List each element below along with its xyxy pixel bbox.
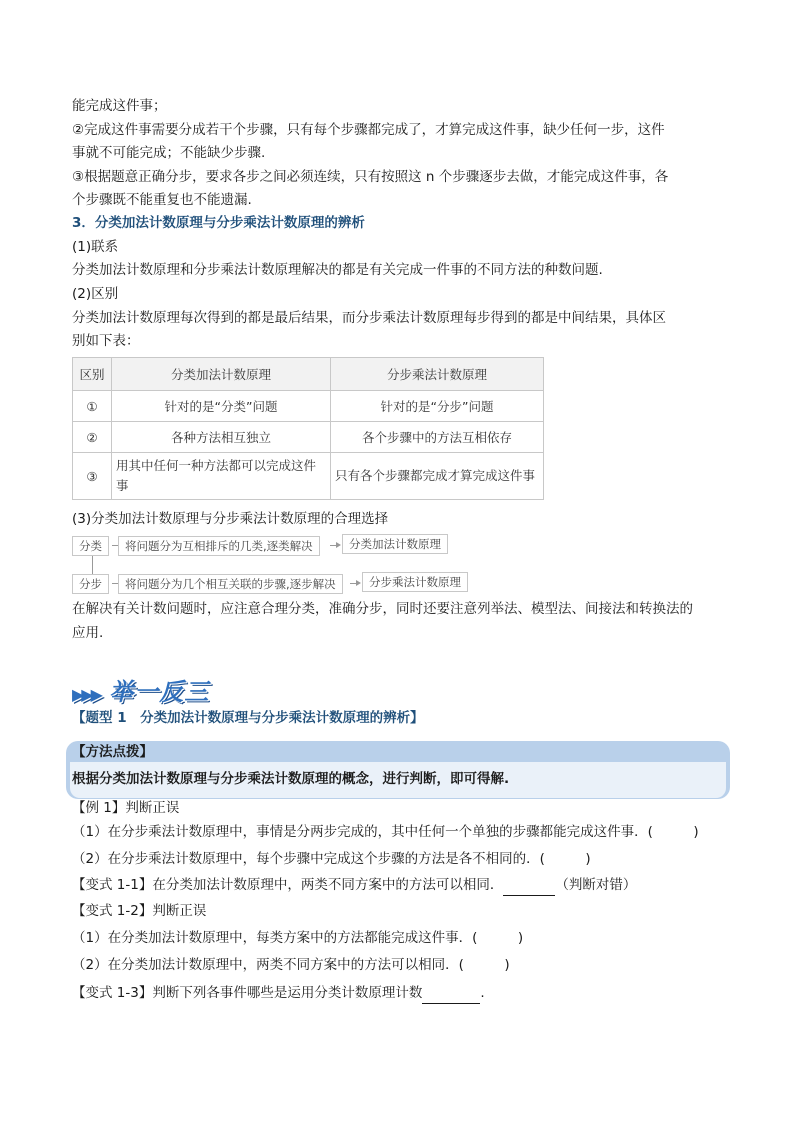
subsection-title: (2)区别 <box>72 286 119 302</box>
table-header-row <box>73 358 544 391</box>
example-title: 【例 1】判断正误 <box>72 800 180 816</box>
question-line: （1）在分步乘法计数原理中，事情是分两步完成的，其中任何一个单独的步骤都能完成这件事．( ) <box>72 824 699 840</box>
table-cell: 只有各个步骤都完成才算完成这件事 <box>331 453 544 500</box>
table-header: 区别 <box>73 358 112 391</box>
variant-text: 【变式 1-1】在分类加法计数原理中，两类不同方案中的方法可以相同． <box>72 877 504 893</box>
variant-suffix: . <box>480 985 485 1001</box>
flow-label-classify: 分类 <box>72 536 109 556</box>
table-cell: ② <box>73 422 112 453</box>
type-heading: 【题型 1 分类加法计数原理与分步乘法计数原理的辨析】 <box>72 710 424 726</box>
variant-text: 【变式 1-3】判断下列各事件哪些是运用分类计数原理计数 <box>72 985 423 1001</box>
variant-1-3 <box>72 982 485 1004</box>
table-cell: 针对的是“分步”问题 <box>331 391 544 422</box>
text-line: 分类加法计数原理和分步乘法计数原理解决的都是有关完成一件事的不同方法的种数问题. <box>72 262 603 278</box>
variant-suffix: （判断对错） <box>555 877 637 893</box>
table-row <box>73 453 544 500</box>
flow-label-step: 分步 <box>72 574 109 594</box>
flow-desc-step: 将问题分为几个相互关联的步骤,逐步解决 <box>118 574 343 594</box>
table-header: 分类加法计数原理 <box>112 358 331 391</box>
table-cell: ③ <box>73 453 112 500</box>
question-line: （1）在分类加法计数原理中，每类方案中的方法都能完成这件事．( ) <box>72 930 524 946</box>
answer-blank[interactable] <box>422 989 480 1004</box>
flow-result-classify: 分类加法计数原理 <box>342 534 448 554</box>
flow-result-step: 分步乘法计数原理 <box>362 572 468 592</box>
chevron-right-icon: ▶▶▶ <box>72 685 100 704</box>
table-row <box>73 422 544 453</box>
variant-1-1 <box>72 874 636 896</box>
table-row <box>73 391 544 422</box>
flow-connector <box>92 556 93 574</box>
text-line: 别如下表： <box>72 333 140 349</box>
section-heading: 3．分类加法计数原理与分步乘法计数原理的辨析 <box>72 215 365 231</box>
method-title: 【方法点拨】 <box>72 744 153 760</box>
subsection-title: (1)联系 <box>72 239 119 255</box>
text-line: ③根据题意正确分步，要求各步之间必须连续，只有按照这 n 个步骤逐步去做，才能完成这件事，各 <box>72 169 669 185</box>
text-line: 个步骤既不能重复也不能遗漏. <box>72 192 252 208</box>
subsection-title: (3)分类加法计数原理与分步乘法计数原理的合理选择 <box>72 511 389 527</box>
question-line: （2）在分类加法计数原理中，两类不同方案中的方法可以相同．( ) <box>72 957 510 973</box>
arrow-right-icon <box>356 580 361 586</box>
table-header: 分步乘法计数原理 <box>331 358 544 391</box>
table-cell: ① <box>73 391 112 422</box>
text-line: 分类加法计数原理每次得到的都是最后结果，而分步乘法计数原理每步得到的都是中间结果，具体区 <box>72 310 666 326</box>
table-cell: 针对的是“分类”问题 <box>112 391 331 422</box>
comparison-table <box>72 357 544 500</box>
variant-title: 【变式 1-2】判断正误 <box>72 903 207 919</box>
text-line: 事就不可能完成；不能缺少步骤. <box>72 145 266 161</box>
method-text: 根据分类加法计数原理与分步乘法计数原理的概念，进行判断，即可得解. <box>72 771 510 787</box>
arrow-right-icon <box>336 542 341 548</box>
answer-blank[interactable] <box>503 881 555 896</box>
section-banner <box>72 672 209 707</box>
question-line: （2）在分步乘法计数原理中，每个步骤中完成这个步骤的方法是各不相同的．( ) <box>72 851 591 867</box>
table-cell: 用其中任何一种方法都可以完成这件事 <box>112 453 331 500</box>
text-line: 能完成这件事； <box>72 98 167 114</box>
text-line: 在解决有关计数问题时，应注意合理分类，准确分步，同时还要注意列举法、模型法、间接法和转换法的 <box>72 601 693 617</box>
text-line: 应用. <box>72 625 104 641</box>
table-cell: 各个步骤中的方法互相依存 <box>331 422 544 453</box>
table-cell: 各种方法相互独立 <box>112 422 331 453</box>
flow-desc-classify: 将问题分为互相排斥的几类,逐类解决 <box>118 536 320 556</box>
text-line: ②完成这件事需要分成若干个步骤，只有每个步骤都完成了，才算完成这件事，缺少任何一步，这件 <box>72 122 665 138</box>
banner-title: 举一反三 <box>109 678 210 706</box>
